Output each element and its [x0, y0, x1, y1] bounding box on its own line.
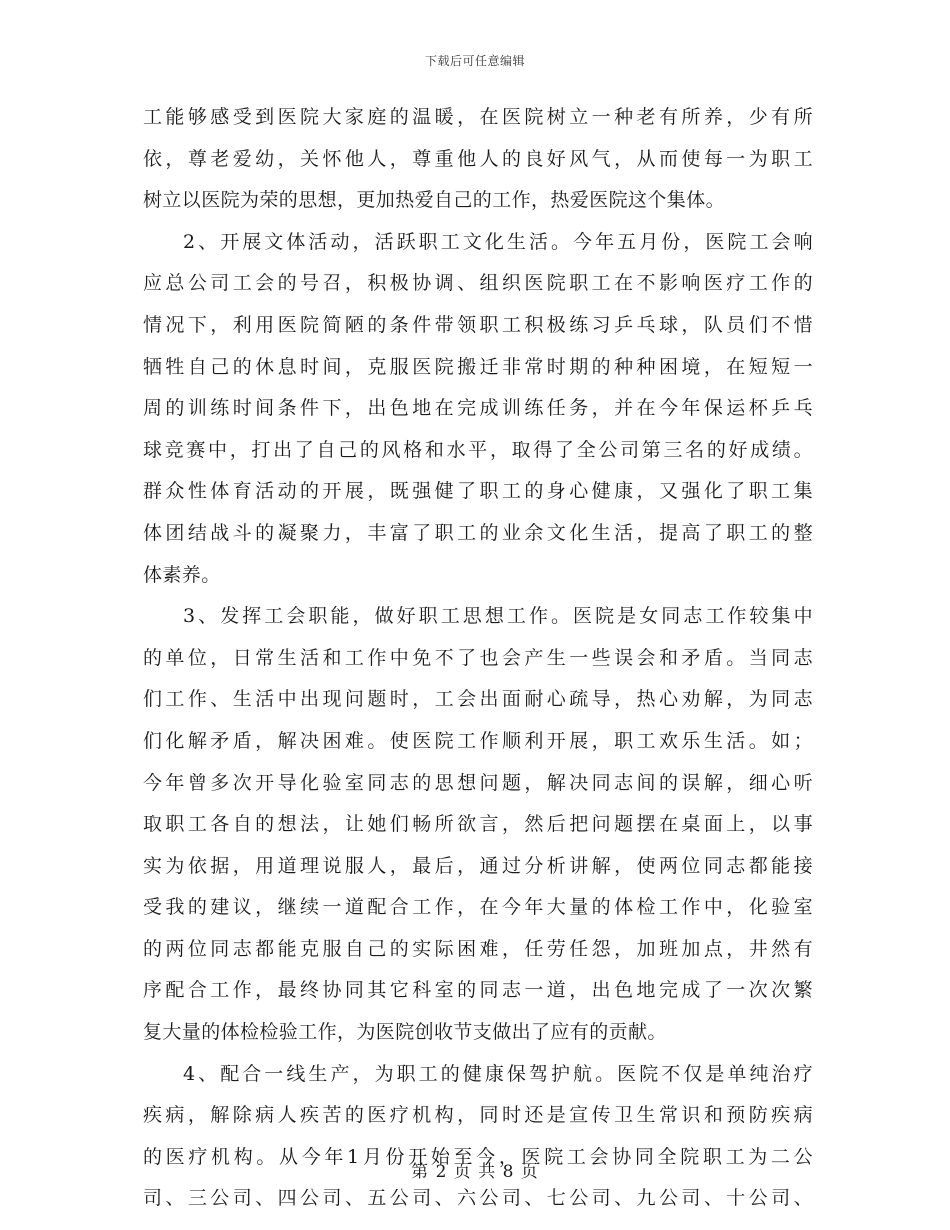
text-line: 的医疗机构。从今年1月份开始至今，医院工会协同全院职工为二公	[143, 1145, 813, 1168]
text-line: 依，尊老爱幼，关怀他人，尊重他人的良好风气，从而使每一为职工	[143, 147, 813, 170]
text-line: 牺牲自己的休息时间，克服医院搬迁非常时期的种种困境，在短短一	[143, 355, 813, 378]
text-line: 序配合工作，最终协同其它科室的同志一道，出色地完成了一次次繁	[143, 979, 813, 1002]
text-line: 体素养。	[143, 563, 221, 586]
text-line: 应总公司工会的号召，积极协调、组织医院职工在不影响医疗工作的	[143, 272, 813, 295]
text-line: 疾病，解除病人疾苦的医疗机构，同时还是宣传卫生常识和预防疾病	[143, 1104, 813, 1127]
text-line: 工能够感受到医院大家庭的温暖，在医院树立一种老有所养，少有所	[143, 106, 813, 128]
text-line: 2、开展文体活动，活跃职工文化生活。今年五月份，医院工会响	[183, 230, 813, 253]
page-number-footer: 第 2 页 共 8 页	[411, 1162, 539, 1182]
text-line: 树立以医院为荣的思想，更加热爱自己的工作，热爱医院这个集体。	[143, 189, 726, 212]
text-line: 4、配合一线生产，为职工的健康保驾护航。医院不仅是单纯治疗	[183, 1062, 813, 1085]
text-line: 群众性体育活动的开展，既强健了职工的身心健康，又强化了职工集	[143, 480, 813, 503]
text-line: 3、发挥工会职能，做好职工思想工作。医院是女同志工作较集中	[183, 605, 813, 628]
text-line: 取职工各自的想法，让她们畅所欲言，然后把问题摆在桌面上，以事	[143, 813, 813, 836]
text-line: 球竞赛中，打出了自己的风格和水平，取得了全公司第三名的好成绩。	[143, 438, 813, 461]
text-line: 情况下，利用医院简陋的条件带领职工积极练习乒乓球，队员们不惜	[143, 313, 813, 336]
text-line: 周的训练时间条件下，出色地在完成训练任务，并在今年保运杯乒乓	[143, 397, 813, 420]
text-line: 们化解矛盾，解决困难。使医院工作顺利开展，职工欢乐生活。如；	[143, 729, 813, 752]
text-line: 复大量的体检检验工作，为医院创收节支做出了应有的贡献。	[143, 1021, 667, 1044]
text-line: 的两位同志都能克服自己的实际困难，任劳任怨，加班加点，井然有	[143, 937, 813, 960]
text-line: 实为依据，用道理说服人，最后，通过分析讲解，使两位同志都能接	[143, 854, 813, 877]
text-line: 司、三公司、四公司、五公司、六公司、七公司、九公司、十公司、	[143, 1187, 813, 1210]
text-line: 们工作、生活中出现问题时，工会出面耐心疏导，热心劝解，为同志	[143, 688, 813, 711]
text-line: 的单位，日常生活和工作中免不了也会产生一些误会和矛盾。当同志	[143, 646, 813, 669]
page-header-note: 下载后可任意编辑	[424, 54, 525, 68]
text-line: 受我的建议，继续一道配合工作，在今年大量的体检工作中，化验室	[143, 896, 813, 919]
text-line: 体团结战斗的凝聚力，丰富了职工的业余文化生活，提高了职工的整	[143, 521, 813, 544]
body-text	[143, 97, 813, 1220]
text-line: 今年曾多次开导化验室同志的思想问题，解决同志间的误解，细心听	[143, 771, 813, 794]
